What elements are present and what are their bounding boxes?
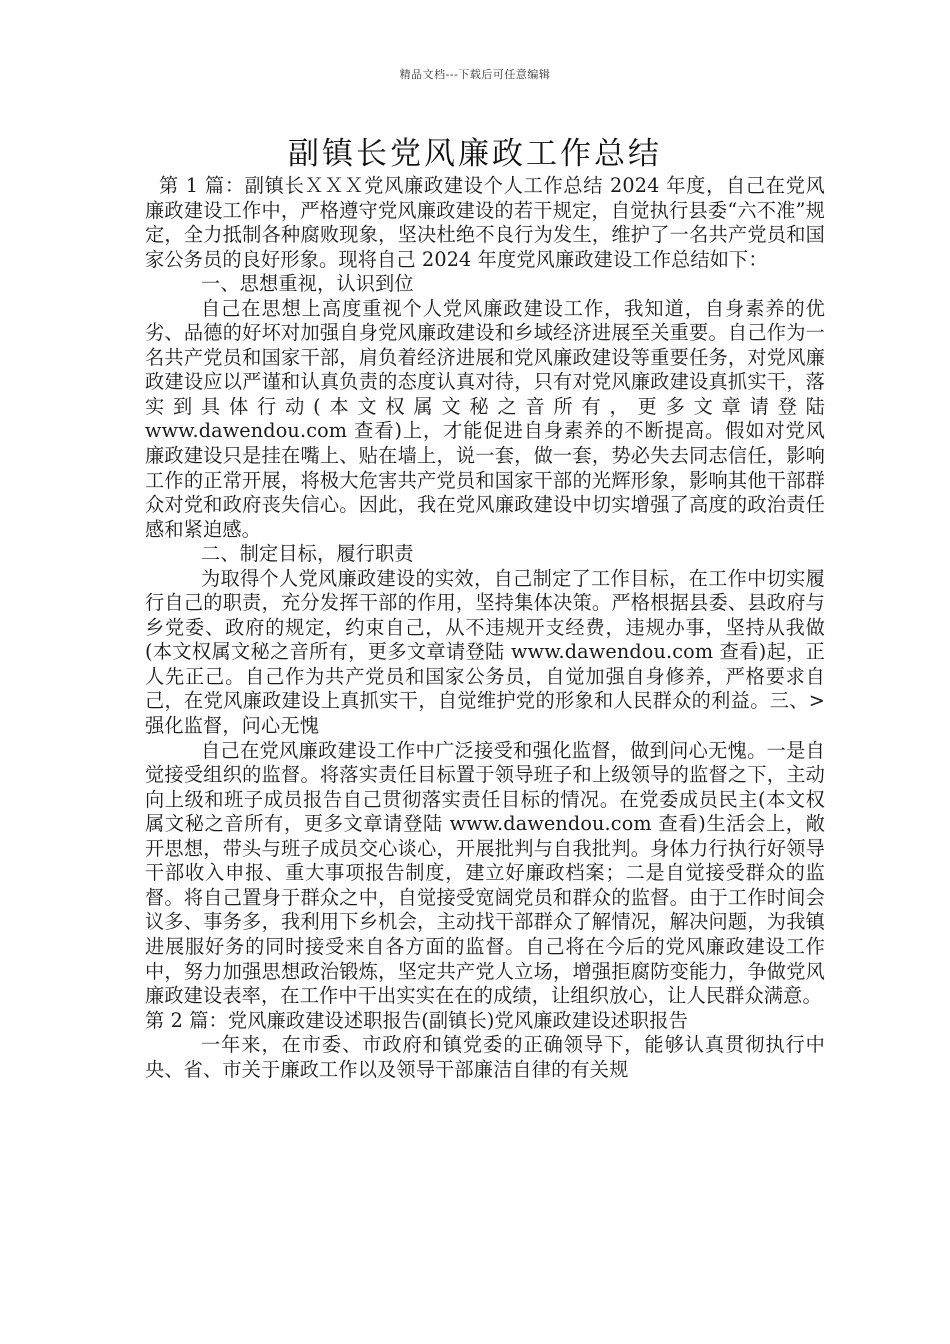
header-note: 精品文档---下载后可任意编辑 (399, 68, 551, 81)
paragraph-intro: 第 1 篇：副镇长ＸＸＸ党风廉政建设个人工作总结 2024 年度，自己在党风廉政建设工作中，严格遵守党风廉政建设的若干规定，自觉执行县委“六不准”规定，全力抵制各种腐败现象，坚决杜绝不良行为发生，维护了一名共产党员和国家公务员的良好形象。现将自己 2024 年度党风廉政建设工作总结如下： (145, 174, 825, 271)
paragraph-part-2-body: 一年来，在市委、市政府和镇党委的正确领导下，能够认真贯彻执行中央、省、市关于廉政工作以及领导干部廉洁自律的有关规 (145, 1033, 825, 1081)
paragraph-part-2-title: 第 2 篇：党风廉政建设述职报告(副镇长)党风廉政建设述职报告 (145, 1008, 688, 1032)
paragraph-section-1: 自己在思想上高度重视个人党风廉政建设工作，我知道，自身素养的优劣、品德的好坏对加强自身党风廉政建设和乡域经济进展至关重要。自己作为一名共产党员和国家干部，肩负着经济进展和党风廉政建设等重要任务，对党风廉政建设应以严谨和认真负责的态度认真对待，只有对党风廉政建设真抓实干，落实到具体行动(本文权属文秘之音所有，更多文章请登陆 www.dawendou.com 查看)上，才能促进自身素养的不断提高。假如对党风廉政建设只是挂在嘴上、贴在墙上，说一套，做一套，势必失去同志信任，影响工作的正常开展，将极大危害共产党员和国家干部的光辉形象，影响其他干部群众对党和政府丧失信心。因此，我在党风廉政建设中切实增强了高度的政治责任感和紧迫感。 (145, 296, 825, 541)
paragraph-section-3: 自己在党风廉政建设工作中广泛接受和强化监督，做到问心无愧。一是自觉接受组织的监督。将落实责任目标置于领导班子和上级领导的监督之下，主动向上级和班子成员报告自己贯彻落实责任目标的情况。在党委成员民主(本文权属文秘之音所有，更多文章请登陆 www.dawendou.com 查看)生活会上，敞开思想，带头与班子成员交心谈心，开展批判与自我批判。身体力行执行好领导干部收入申报、重大事项报告制度，建立好廉政档案；二是自觉接受群众的监督。将自己置身于群众之中，自觉接受宽阔党员和群众的监督。由于工作时间会议多、事务多，我利用下乡机会，主动找干部群众了解情况，解决问题，为我镇进展服好务的同时接受来自各方面的监督。自己将在今后的党风廉政建设工作中，努力加强思想政治锻炼，坚定共产党人立场，增强拒腐防变能力，争做党风廉政建设表率，在工作中干出实实在在的成绩，让组织放心，让人民群众满意。 (145, 738, 825, 1008)
document-title: 副镇长党风廉政工作总结 (288, 136, 662, 172)
section-heading-2: 二、制定目标，履行职责 (201, 542, 414, 566)
document-body (145, 174, 825, 1082)
section-heading-1: 一、思想重视，认识到位 (201, 272, 414, 296)
paragraph-section-2: 为取得个人党风廉政建设的实效，自己制定了工作目标，在工作中切实履行自己的职责，充分发挥干部的作用，坚持集体决策。严格根据县委、县政府与乡党委、政府的规定，约束自己，从不违规开支经费，违规办事，坚持从我做(本文权属文秘之音所有，更多文章请登陆 www.dawendou.com 查看)起，正人先正己。自己作为共产党员和国家公务员，自觉加强自身修养，严格要求自己，在党风廉政建设上真抓实干，自觉维护党的形象和人民群众的利益。三、>强化监督，问心无愧 (145, 566, 825, 738)
